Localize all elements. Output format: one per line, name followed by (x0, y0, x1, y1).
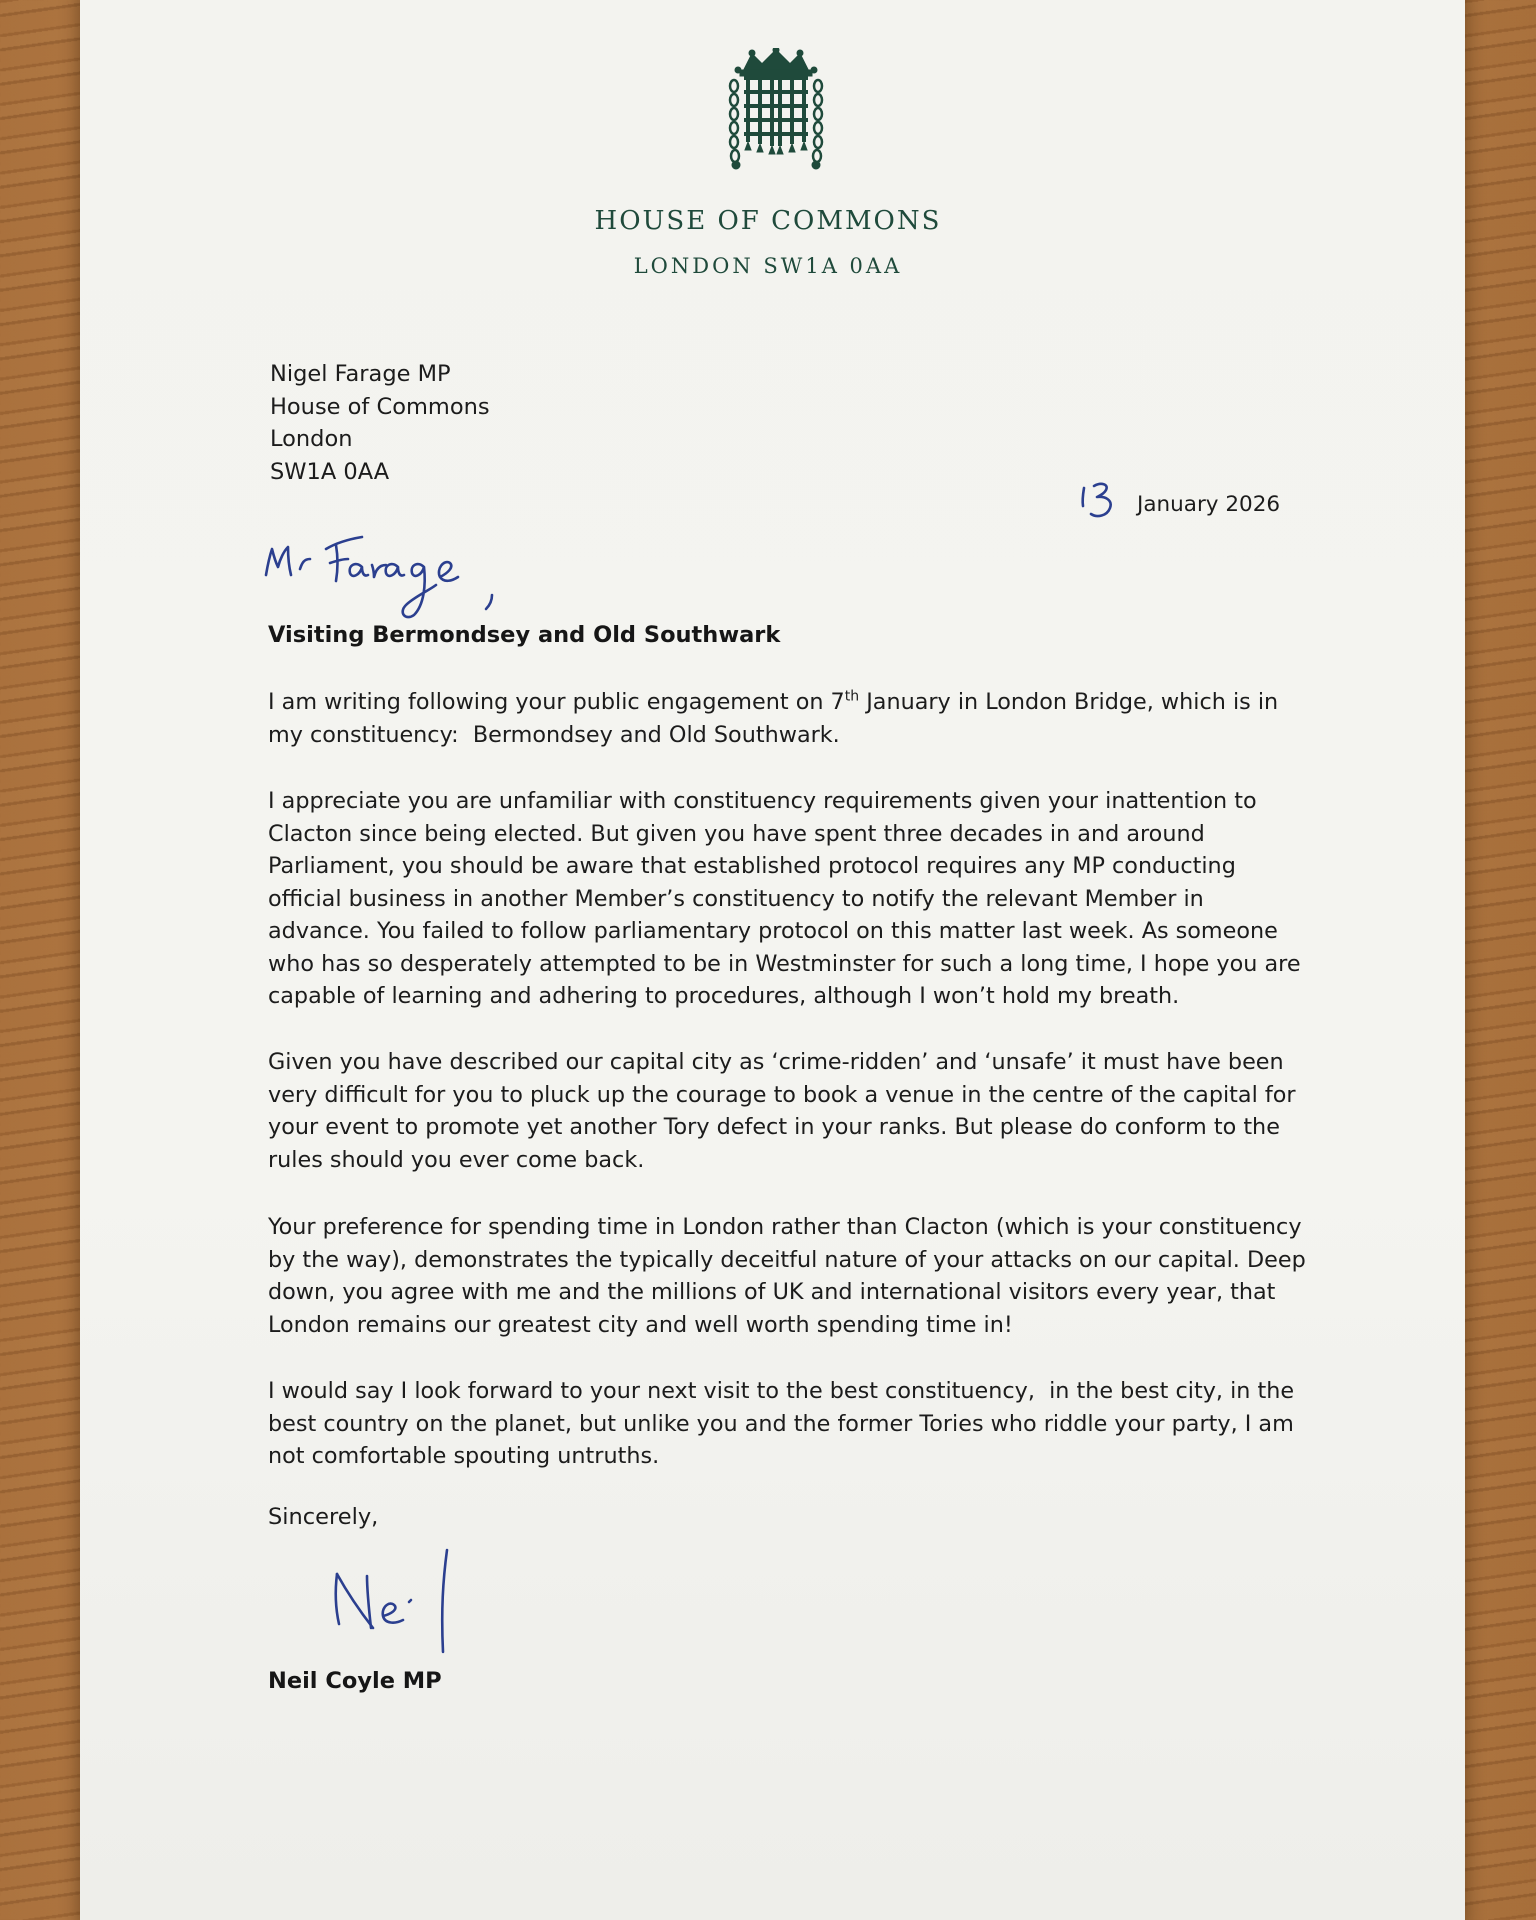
letter-subject: Visiting Bermondsey and Old Southwark (268, 622, 781, 648)
body-paragraph-3 (268, 1046, 1298, 1176)
portcullis-icon (726, 48, 826, 170)
handwritten-signature (325, 1540, 485, 1660)
body-line: capable of learning and adhering to procedures, although I won’t hold my breath. (268, 983, 1180, 1009)
recipient-line: SW1A 0AA (270, 458, 390, 485)
body-line: Clacton since being elected. But given you have spent three decades in and around (268, 820, 1205, 847)
body-line: official business in another Member’s constituency to notify the relevant Member in (268, 885, 1204, 912)
signer-name: Neil Coyle MP (268, 1668, 442, 1694)
body-line: not comfortable spouting untruths. (268, 1443, 660, 1469)
handwritten-day (1077, 480, 1133, 526)
body-line: Parliament, you should be aware that established protocol requires any MP conducting (268, 853, 1236, 879)
letterhead-address: LONDON SW1A 0AA (633, 254, 903, 278)
body-line: I appreciate you are unfamiliar with constituency requirements given your inattention to (268, 788, 1257, 814)
body-line: Your preference for spending time in London rather than Clacton (which is your constituency (268, 1214, 1302, 1240)
body-paragraph-2 (268, 785, 1301, 1013)
body-line: London remains our greatest city and well worth spending time in! (268, 1311, 1013, 1338)
body-line: your event to promote yet another Tory defect in your ranks. But please do conform to the (268, 1114, 1280, 1140)
body-text: January in London Bridge, which is in (859, 689, 1279, 715)
body-line: Given you have described our capital city as ‘crime-ridden’ and ‘unsafe’ it must have been (268, 1049, 1284, 1075)
recipient-line: Nigel Farage MP (270, 361, 451, 387)
body-line: my constituency: Bermondsey and Old Southwark. (268, 721, 840, 748)
ordinal-suffix: th (844, 688, 860, 705)
body-line: very difficult for you to pluck up the courage to book a venue in the centre of the capital for (268, 1081, 1296, 1108)
body-line: down, you agree with me and the millions of UK and international visitors every year, that (268, 1279, 1276, 1305)
letterhead-title: HOUSE OF COMMONS (594, 206, 942, 236)
body-line: who has so desperately attempted to be in Westminster for such a long time, I hope you are (268, 950, 1301, 977)
body-line: I would say I look forward to your next visit to the best constituency, in the best city, in the (268, 1378, 1295, 1404)
letter-date (1077, 480, 1287, 530)
body-paragraph-4 (268, 1211, 1306, 1341)
recipient-line: House of Commons (270, 393, 490, 420)
body-line (268, 686, 1298, 719)
body-line: best country on the planet, but unlike you and the former Tories who riddle your party, I am (268, 1410, 1294, 1437)
body-paragraph-1 (268, 686, 1298, 751)
body-line: rules should you ever come back. (268, 1146, 645, 1173)
recipient-line: London (270, 426, 353, 452)
recipient-address (270, 358, 490, 488)
body-line: by the way), demonstrates the typically deceitful nature of your attacks on our capital. Deep (268, 1246, 1306, 1273)
date-printed: January 2026 (1137, 492, 1281, 517)
letter-closing: Sincerely, (268, 1504, 379, 1530)
body-line: advance. You failed to follow parliamentary protocol on this matter last week. As someone (268, 918, 1278, 944)
body-text: I am writing following your public engagement on 7 (268, 689, 845, 715)
body-paragraph-5 (268, 1375, 1298, 1473)
handwritten-salutation (258, 525, 498, 625)
